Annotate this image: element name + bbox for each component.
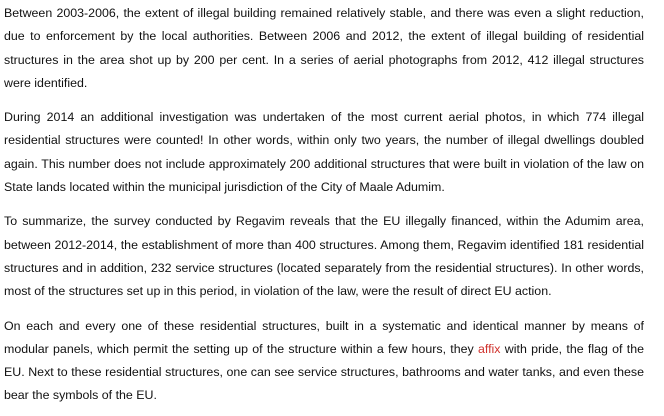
paragraph-illegal-building-trend: Between 2003-2006, the extent of illegal building remained relatively stable, and there was even a slight reduction, due to enforcement by the local authorities. Between 2006 and 2012, the extent of illegal building of residential structures in the area shot up by 200 per cent. In a series of aerial photographs from 2012, 412 illegal structures were identified. xyxy=(4,6,644,90)
paragraph-eu-flags-after: with pride, the flag of the EU. Next to these residential structures, one can see service structures, bathrooms and water tanks, and even these bear the symbols of the EU. xyxy=(4,341,644,403)
paragraph-eu-flags xyxy=(4,315,644,408)
highlighted-word: affix xyxy=(478,341,501,356)
paragraph-eu-flags-before: On each and every one of these residential structures, built in a systematic and identical manner by means of modular panels, which permit the setting up of the structure within a few hours, they xyxy=(4,318,644,356)
paragraph-summary: To summarize, the survey conducted by Regavim reveals that the EU illegally financed, within the Adumim area, between 2012-2014, the establishment of more than 400 structures. Among them, Regavim identified 181 residential structures and in addition, 232 service structures (located separately from the residential structures). In other words, most of the structures set up in this period, in violation of the law, were the result of direct EU action. xyxy=(4,214,644,299)
paragraph-2014-investigation: During 2014 an additional investigation was undertaken of the most current aerial photos, in which 774 illegal residential structures were counted! In other words, within only two years, the number of illegal dwellings doubled again. This number does not include approximately 200 additional structures that were built in violation of the law on State lands located within the municipal jurisdiction of the City of Maale Adumim. xyxy=(4,110,644,195)
document-body xyxy=(4,2,644,408)
